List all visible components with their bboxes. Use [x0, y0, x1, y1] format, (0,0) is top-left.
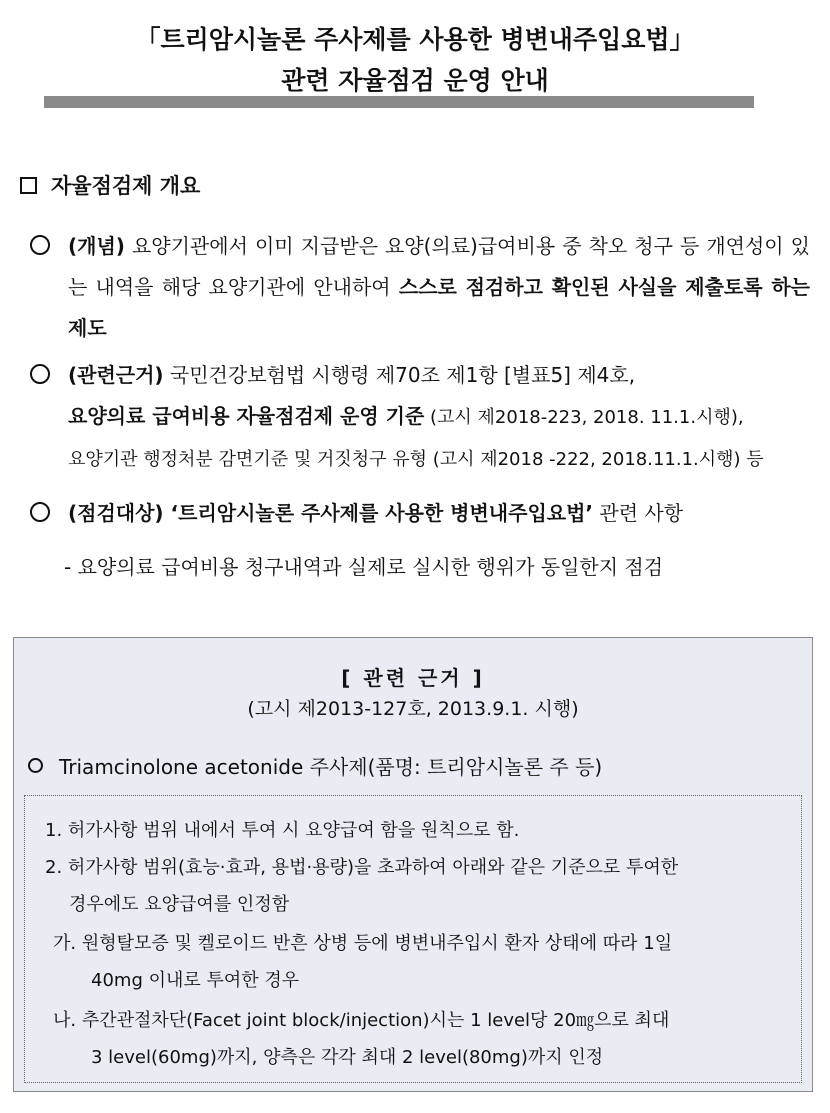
checkbox-square-icon	[20, 177, 37, 194]
list-item-concept	[30, 226, 810, 349]
sub-item-dash: - 요양의료 급여비용 청구내역과 실제로 실시한 행위가 동일한지 점검	[64, 555, 664, 579]
circle-bullet-icon	[30, 502, 50, 522]
criteria-line: 경우에도 요양급여를 인정함	[69, 894, 290, 915]
section-heading-label: 자율점검제 개요	[51, 174, 201, 198]
document-title-line2: 관련 자율점검 운영 안내	[281, 66, 549, 95]
title-underline-bar	[44, 96, 754, 108]
criteria-line: 가. 원형탈모증 및 켈로이드 반흔 상병 등에 병변내주입시 환자 상태에 따라 1일	[53, 933, 673, 954]
item-text: 요양기관에서 이미 지급받은 요양(의료)급여비용 중 착오 청구 등 개연성이 있는 내역을 해당 요양기관에 안내하여	[68, 234, 810, 299]
criteria-line: 40mg 이내로 투여한 경우	[91, 970, 300, 991]
item-text: 관련 사항	[593, 501, 684, 525]
item-text-ref2: 요양기관 행정처분 감면기준 및 거짓청구 유형 (고시 제2018 -222, 2018.11.1.시행) 등	[68, 449, 764, 470]
item-bold-text: ‘트리암시놀론 주사제를 사용한 병변내주입요법’	[163, 501, 594, 525]
item-head: (개념)	[68, 234, 125, 258]
drug-line	[28, 751, 602, 780]
criteria-inner-box	[24, 795, 802, 1083]
item-head: (점검대상)	[68, 501, 164, 525]
item-bold-text: 요양의료 급여비용 자율점검제 운영 기준	[68, 404, 425, 428]
item-bold-text: 스스로 점검하고 확인된 사실을 제출토록 하는 제도	[68, 275, 810, 340]
circle-bullet-icon	[28, 758, 43, 773]
criteria-line: 2. 허가사항 범위(효능·효과, 용법·용량)을 초과하여 아래와 같은 기준으로 투여한	[45, 857, 679, 878]
list-item-target	[30, 493, 810, 534]
box-notice: (고시 제2013-127호, 2013.9.1. 시행)	[247, 698, 579, 720]
document-title-line1: 「트리암시놀론 주사제를 사용한 병변내주입요법」	[135, 25, 695, 54]
criteria-line: 나. 추간관절차단(Facet joint block/injection)시는 1 level당 20㎎으로 최대	[53, 1010, 670, 1031]
item-head: (관련근거)	[68, 363, 164, 387]
criteria-line: 1. 허가사항 범위 내에서 투여 시 요양급여 함을 원칙으로 함.	[45, 820, 520, 841]
circle-bullet-icon	[30, 364, 50, 384]
legal-basis-box	[13, 637, 813, 1092]
drug-text: Triamcinolone acetonide 주사제(품명: 트리암시놀론 주 등)	[59, 755, 603, 779]
circle-bullet-icon	[30, 235, 50, 255]
item-text: 국민건강보험법 시행령 제70조 제1항 [별표5] 제4호,	[163, 363, 636, 387]
box-heading: [ 관련 근거 ]	[341, 666, 485, 690]
section-heading	[20, 170, 200, 200]
list-item-legal-basis	[30, 355, 810, 480]
item-text-ref1: (고시 제2018-223, 2018. 11.1.시행),	[424, 407, 744, 428]
criteria-line: 3 level(60mg)까지, 양측은 각각 최대 2 level(80mg)까지 인정	[91, 1047, 604, 1068]
